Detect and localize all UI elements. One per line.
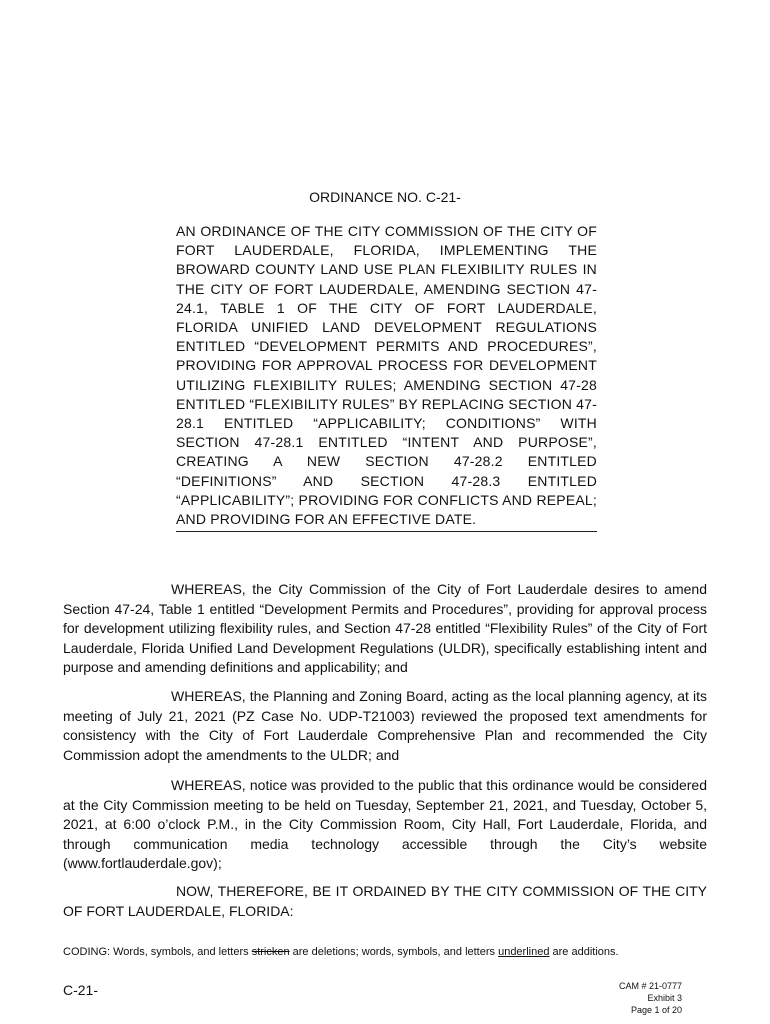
footer-info — [619, 980, 682, 1016]
footer-exhibit: Exhibit 3 — [647, 993, 682, 1003]
coding-underlined-word: underlined — [498, 946, 550, 958]
footer-ordinance-ref: C-21- — [63, 982, 99, 998]
whereas-text-2: WHEREAS, the Planning and Zoning Board, acting as the local planning agency, at its meeting of July 21, 2021 (PZ Case No. UDP-T21003) reviewed the proposed text amendments for consistency with the City of Fort Lauderdale Comprehensive Plan and recommended the City Commission adopt the amendments to the ULDR; and — [63, 688, 707, 763]
now-therefore-paragraph — [63, 882, 707, 921]
coding-prefix: CODING: Words, symbols, and letters — [63, 946, 252, 958]
coding-note — [63, 946, 713, 958]
whereas-paragraph-3 — [63, 776, 707, 874]
coding-suffix: are additions. — [549, 946, 619, 958]
ordinance-number: ORDINANCE NO. C-21- — [309, 189, 461, 205]
footer-page-number: Page 1 of 20 — [630, 1005, 682, 1015]
whereas-text-3: WHEREAS, notice was provided to the public that this ordinance would be considered at the City Commission meeting to be held on Tuesday, September 21, 2021, and Tuesday, October 5, 2021, at 6:00 o’clock P.M., in the City Commission Room, City Hall, Fort Lauderdale, Florida, and through communication media technology accessible through the City’s website (www.fortlauderdale.gov); — [63, 777, 707, 871]
ordinance-title: AN ORDINANCE OF THE CITY COMMISSION OF THE CITY OF FORT LAUDERDALE, FLORIDA, IMPLEMENTING THE BROWARD COUNTY LAND USE PLAN FLEXIBILITY RULES IN THE CITY OF FORT LAUDERDALE, AMENDING SECTION 47-24.1, TABLE 1 OF THE CITY OF FORT LAUDERDALE, FLORIDA UNIFIED LAND DEVELOPMENT REGULATIONS ENTITLED “DEVELOPMENT PERMITS AND PROCEDURES”, PROVIDING FOR APPROVAL PROCESS FOR DEVELOPMENT UTILIZING FLEXIBILITY RULES; AMENDING SECTION 47-28 ENTITLED “FLEXIBILITY RULES” BY REPLACING SECTION 47-28.1 ENTITLED “APPLICABILITY; CONDITIONS” WITH SECTION 47-28.1 ENTITLED “INTENT AND PURPOSE”, CREATING A NEW SECTION 47-28.2 ENTITLED “DEFINITIONS” AND SECTION 47-28.3 ENTITLED “APPLICABILITY”; PROVIDING FOR CONFLICTS AND REPEAL; AND PROVIDING FOR AN EFFECTIVE DATE. — [176, 222, 597, 532]
now-therefore-text: NOW, THEREFORE, BE IT ORDAINED BY THE CITY COMMISSION OF THE CITY OF FORT LAUDERDALE, FLORIDA: — [63, 883, 707, 919]
footer-cam-number: CAM # 21-0777 — [618, 981, 682, 991]
coding-stricken-word: stricken — [251, 946, 290, 958]
whereas-paragraph-2 — [63, 687, 707, 765]
whereas-paragraph-1 — [63, 580, 707, 678]
whereas-text-1: WHEREAS, the City Commission of the City of Fort Lauderdale desires to amend Section 47-24, Table 1 entitled “Development Permits and Procedures”, providing for approval process for development utilizing flexibility rules, and Section 47-28 entitled “Flexibility Rules” of the City of Fort Lauderdale, Florida Unified Land Development Regulations (ULDR), specifically establishing intent and purpose and amending definitions and applicability; and — [63, 581, 707, 675]
coding-middle: are deletions; words, symbols, and letters — [289, 946, 499, 958]
